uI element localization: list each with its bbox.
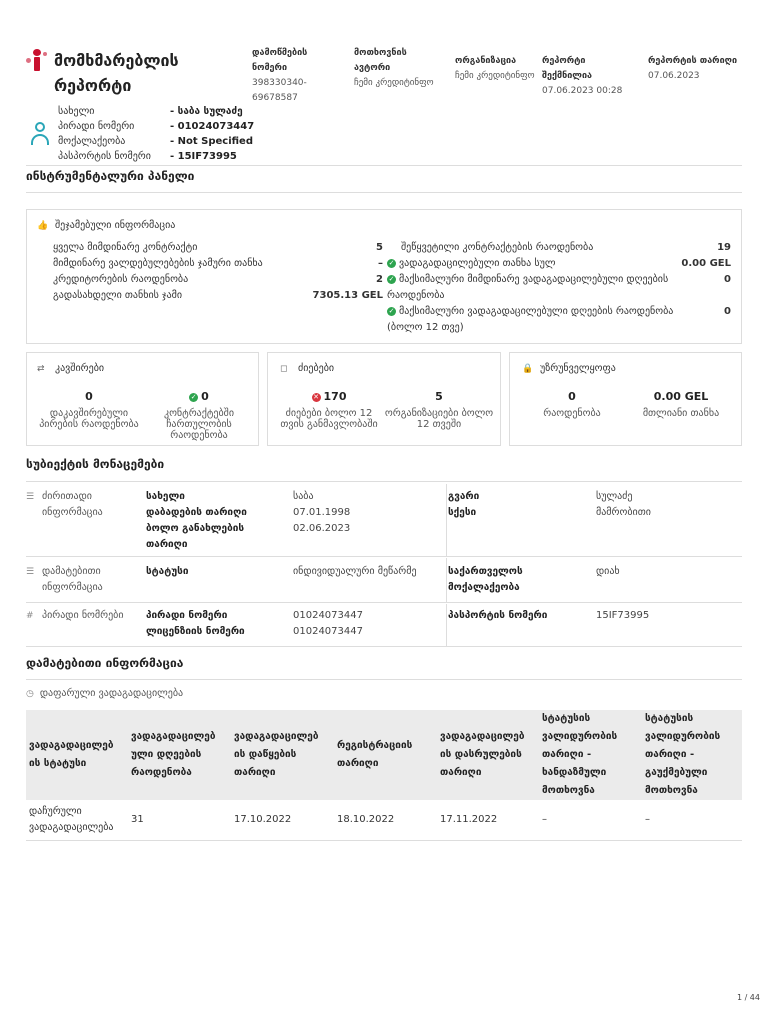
summary-row: ✓ მაქსიმალური მიმდინარე ვადაგადაცილებული დღეების რაოდენობა 0 <box>387 274 731 301</box>
check-icon: ✓ <box>190 392 197 401</box>
meta-created: რეპორტი შექმნილია 07.06.2023 00:28 <box>542 56 623 96</box>
summary-row: ✓ ვადაგადაცილებული თანხა სულ 0.00 GEL <box>388 258 731 269</box>
divider <box>26 192 742 193</box>
stat-searches: ✕ 170 ძიებები ბოლო 12 თვის განმავლობაში <box>280 390 378 430</box>
summary-card <box>26 209 742 344</box>
meta-author: მოთხოვნის ავტორი ჩემი კრედიტინფო <box>354 48 434 88</box>
chat-icon: ◻ <box>280 363 288 374</box>
divider <box>26 556 742 557</box>
subject-title: სუბიექტის მონაცემები <box>26 457 165 471</box>
column-header: სტატუსის ვალიდურობის თარიღი - ხანდაზმული მოთხოვნა <box>539 710 642 800</box>
subject-basic-row: ☰ ძირითადი ინფორმაცია სახელი საბა დაბადების თარიღი 07.01.1998 ბოლო განახლების თარიღი 02.06.2023 გვარი სულაძე სქესი მამრობითი <box>26 491 651 550</box>
stat-organizations: 5 ორგანიზაციები ბოლო 12 თვეში <box>384 390 494 430</box>
user-icon <box>30 122 50 146</box>
divider <box>446 484 447 556</box>
column-header: ვადაგადაცილებ ის დაწყების თარიღი <box>231 710 334 800</box>
person-summary: სახელი - საბა სულაძე პირადი ნომერი - 01024073447 მოქალაქეობა - Not Specified პასპორტის ნომერი - 15IF73995 <box>58 106 255 162</box>
clock-icon: ◷ <box>26 689 34 699</box>
relations-heading: კავშირები <box>55 363 105 374</box>
list-icon: ☰ <box>26 567 35 577</box>
stat-collateral-count: 0 რაოდენობა <box>543 390 601 419</box>
dashboard-title: ინსტრუმენტალური პანელი <box>26 169 195 183</box>
divider <box>26 602 742 603</box>
collateral-card <box>509 352 742 446</box>
summary-row: გადასახდელი თანხის ჯამი 7305.13 GEL <box>53 290 383 301</box>
stat-collateral-amount: 0.00 GEL მთლიანი თანხა <box>642 390 720 419</box>
error-icon: ✕ <box>313 392 319 401</box>
link-icon: ⇄ <box>37 363 45 374</box>
page-number: 1 / 44 <box>736 993 760 1002</box>
check-icon: ✓ <box>388 306 395 315</box>
divider <box>26 481 742 482</box>
hash-icon: # <box>26 611 34 621</box>
table-header-row <box>26 710 742 800</box>
summary-row: ✓ მაქსიმალური ვადაგადაცილებული დღეების რაოდენობა (ბოლო 12 თვე) 0 <box>387 306 731 333</box>
summary-heading: შეჯამებული ინფორმაცია <box>55 220 176 231</box>
meta-organization: ორგანიზაცია ჩემი კრედიტინფო <box>455 56 535 81</box>
overdue-subheading: ◷ დაფარული ვადაგადაცილება <box>26 688 184 699</box>
report-title: მომხმარებლის რეპორტი <box>54 51 179 95</box>
subject-additional-row: ☰ დამატებითი ინფორმაცია სტატუსი ინდივიდუალური მეწარმე საქართველოს მოქალაქეობა დიახ <box>26 566 620 593</box>
column-header: ვადაგადაცილებ ის დასრულების თარიღი <box>437 710 539 800</box>
divider <box>446 604 447 646</box>
searches-card <box>267 352 501 446</box>
summary-row: კრედიტორების რაოდენობა 2 <box>53 274 383 285</box>
check-icon: ✓ <box>388 274 395 283</box>
summary-row: მიმდინარე ვალდებულებების ჯამური თანხა – <box>53 258 383 269</box>
list-icon: ☰ <box>26 492 35 502</box>
divider <box>26 165 742 166</box>
table-row: დაჩურული ვადაგადაცილება 31 17.10.2022 18.10.2022 17.11.2022 – – <box>26 800 742 841</box>
lock-icon: 🔒 <box>522 363 534 374</box>
meta-report-date: რეპორტის თარიღი 07.06.2023 <box>648 56 738 81</box>
stat-linked-persons: 0 დაკავშირებული პირების რაოდენობა <box>39 390 139 430</box>
stat-contract-involvement: ✓ 0 კონტრაქტებში ჩართულობის რაოდენობა <box>163 390 235 441</box>
info-logo-icon <box>26 48 48 74</box>
column-header: ვადაგადაცილებ ის სტატუსი <box>26 710 128 800</box>
overdue-table <box>26 710 742 841</box>
relations-card <box>26 352 259 446</box>
searches-heading: ძიებები <box>298 363 335 374</box>
check-icon: ✓ <box>388 258 395 267</box>
column-header: რეგისტრაციის თარიღი <box>334 710 437 800</box>
subject-ids-row: # პირადი ნომრები პირადი ნომერი 01024073447 ლიცენზიის ნომერი 01024073447 პასპორტის ნომერი 15IF73995 <box>26 610 650 637</box>
column-header: სტატუსის ვალიდურობის თარიღი - გაუქმებული მოთხოვნა <box>642 710 742 800</box>
divider <box>26 679 742 680</box>
divider <box>26 646 742 647</box>
summary-row: ყველა მიმდინარე კონტრაქტი 5 <box>53 242 383 253</box>
thumbs-icon: 👍 <box>37 220 49 231</box>
column-header: ვადაგადაცილებ ული დღეების რაოდენობა <box>128 710 231 800</box>
meta-verification: დამოწმების ნომერი 398330340-69678587 <box>252 48 308 103</box>
extra-title: დამატებითი ინფორმაცია <box>26 656 184 670</box>
divider <box>446 558 447 602</box>
collateral-heading: უზრუნველყოფა <box>540 363 616 374</box>
summary-row: შეწყვეტილი კონტრაქტების რაოდენობა 19 <box>401 242 731 253</box>
report-header <box>26 46 742 164</box>
